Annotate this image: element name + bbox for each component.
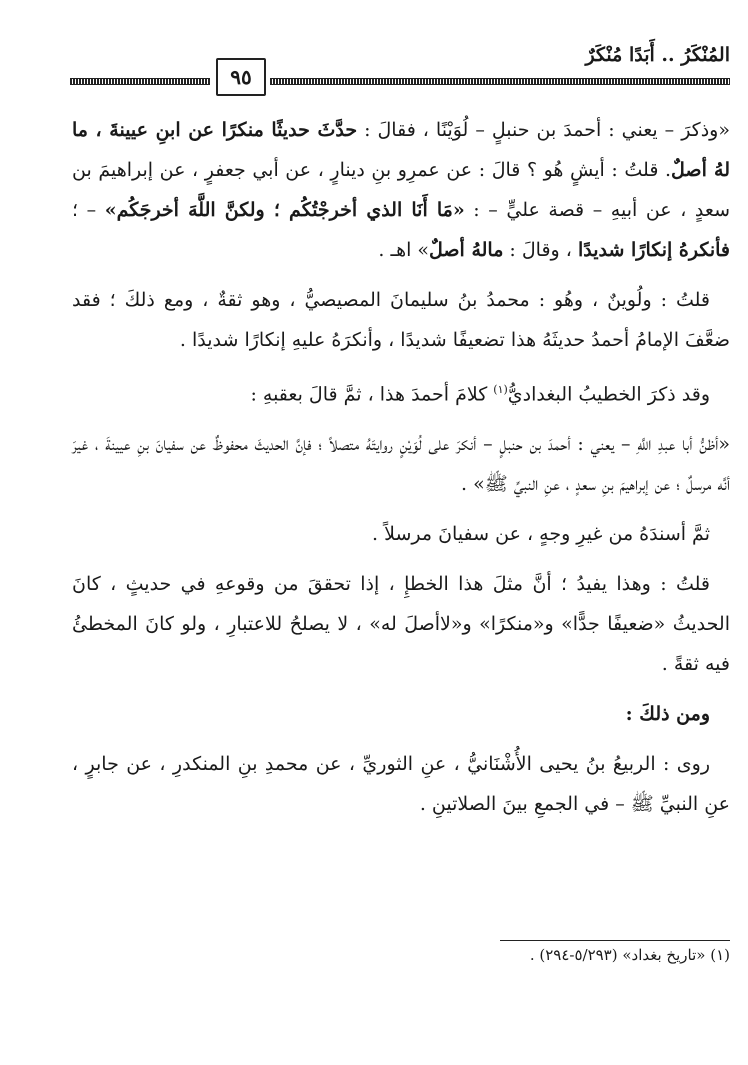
page-header — [70, 40, 730, 100]
running-title: المُنْكَرُ .. أَبَدًا مُنْكَرٌ — [585, 44, 730, 66]
p1-text-e: – ؛ — [72, 199, 105, 221]
p1-bold-d: «مَا أَنَا الذي أخرجْتُكُم ؛ ولكنَّ اللَّهَ أخرجَكُم» — [104, 199, 465, 221]
p3-text-b: كلامَ أحمدَ هذا ، ثمَّ قالَ بعقبهِ : — [250, 383, 494, 406]
header-rule-right — [270, 78, 730, 85]
paragraph-1 — [72, 110, 730, 270]
p1-text-i: » اهـ . — [378, 239, 430, 261]
paragraph-5: ثمَّ أسندَهُ من غيرِ وجهٍ ، عن سفيانَ مرسلاً . — [372, 523, 710, 546]
p1-text-g: ، وقالَ : — [503, 239, 578, 261]
p3-text-a: وقد ذكرَ الخطيبُ البغداديُّ — [507, 383, 710, 406]
footnote-ref[interactable]: (١) — [493, 383, 508, 396]
header-rule-left — [70, 78, 210, 85]
p1-text-a: «وذكرَ – يعني : أحمدَ بن حنبلٍ – لُوَيْنًا ، فقالَ : — [357, 119, 730, 141]
p1-bold-f: فأنكرهُ إنكارًا شديدًا — [577, 239, 730, 261]
section-heading: ومن ذلكَ : — [625, 703, 710, 726]
footnote-rule — [500, 940, 730, 941]
paragraph-3 — [72, 370, 730, 414]
main-text — [72, 110, 730, 834]
paragraph-2: قلتُ : ولُوينٌ ، وهُو : محمدُ بنُ سليمانَ المصيصيُّ ، وهو ثقةٌ ، ومع ذلكَ ؛ فقد ضعَّفَ الإمامُ أحمدُ حديثَهُ هذا تضعيفًا شديدًا ، وأنكرَهُ عليهِ إنكارًا شديدًا . — [72, 289, 730, 351]
paragraph-4: «أظنُّ أبا عبدِ اللَّهِ – يعني : أحمدَ بن حنبلٍ – أنكرَ على لُوَيْنٍ روايتَهُ متصلاً ؛ فإنَّ الحديثَ محفوظٌ عن سفيانَ بنِ عيينةَ ، غيرَ أنَّه مرسلٌ ؛ عن إبراهيمَ بنِ سعدٍ ، عنِ النبيِّ ﷺ» . — [72, 433, 730, 496]
footnote: (١) «تاريخ بغداد» (٥/٢٩٣-٢٩٤) . — [529, 946, 730, 964]
p1-bold-h: مالهُ أصلٌ — [429, 239, 504, 261]
page-number: ٩٥ — [216, 58, 266, 96]
p1-text-c: . قلتُ : أيشٍ هُو ؟ قالَ : عن عمرِو بنِ دينارٍ ، عن أبي جعفرٍ ، عن إبراهيمَ بن سعدٍ ، عن أبيهِ – قصة عليٍّ – : — [72, 159, 730, 221]
paragraph-6: قلتُ : وهذا يفيدُ ؛ أنَّ مثلَ هذا الخطإِ ، إذا تحققَ من وقوعهِ في حديثٍ ، كانَ الحديثُ «ضعيفًا جدًّا» و«منكرًا» و«لاأصلَ له» ، لا يصلحُ للاعتبارِ ، ولو كانَ المخطئُ فيه ثقةً . — [72, 573, 730, 676]
p1-bold-b: حدَّثَ حديثًا منكرًا عن ابنِ عيينةَ ، ما لهُ أصلٌ — [72, 119, 730, 181]
paragraph-7: روى : الربيعُ بنُ يحيى الأُشْنَانيُّ ، عنِ الثوريِّ ، عن محمدِ بنِ المنكدرِ ، عن جابرٍ ، عنِ النبيِّ ﷺ – في الجمعِ بينَ الصلاتينِ . — [72, 753, 730, 816]
